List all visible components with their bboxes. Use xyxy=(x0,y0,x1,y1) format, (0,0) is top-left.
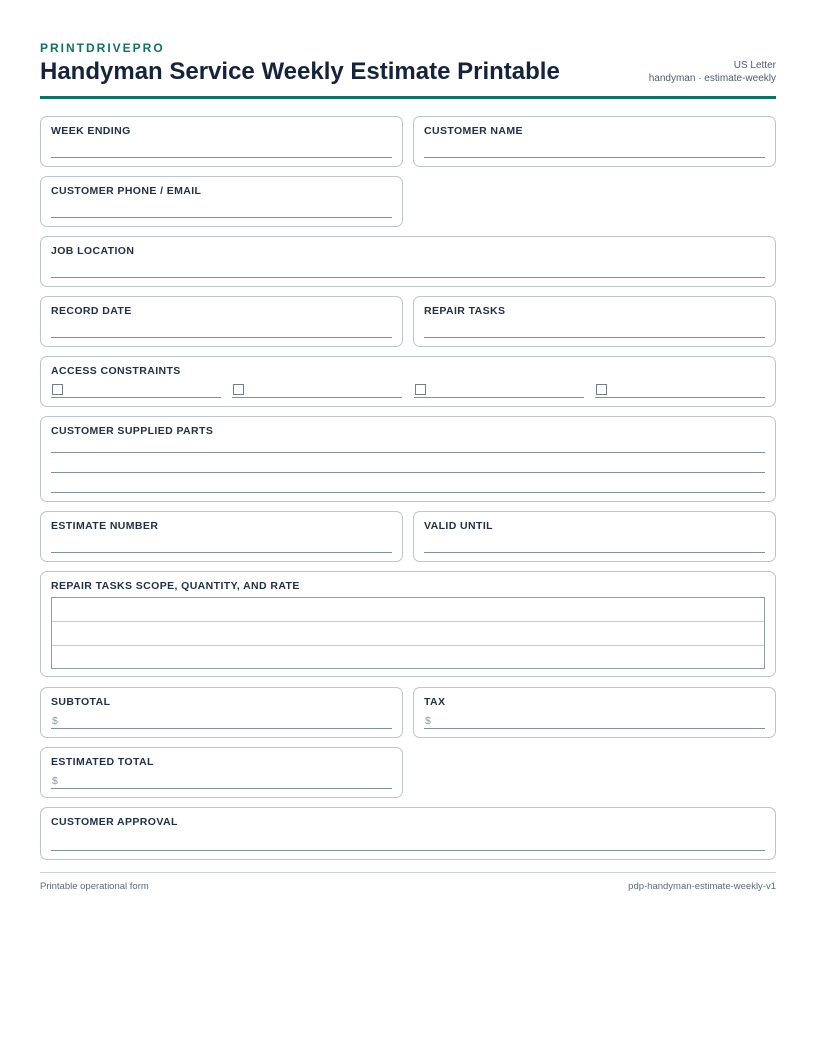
subtotal-field[interactable] xyxy=(51,728,392,729)
estimated-total-label: ESTIMATED TOTAL xyxy=(51,756,154,768)
valid-until-label: VALID UNTIL xyxy=(424,520,493,532)
access-option-4-line[interactable] xyxy=(595,397,765,398)
parts-line-1[interactable] xyxy=(51,452,765,453)
job-location-field[interactable] xyxy=(51,277,765,278)
scope-table-box xyxy=(40,571,776,677)
footer-rule xyxy=(40,872,776,873)
parts-line-3[interactable] xyxy=(51,492,765,493)
access-option-3-line[interactable] xyxy=(414,397,584,398)
customer-contact-field[interactable] xyxy=(51,217,392,218)
parts-line-2[interactable] xyxy=(51,472,765,473)
subtotal-label: SUBTOTAL xyxy=(51,696,111,708)
customer-name-label: CUSTOMER NAME xyxy=(424,125,523,137)
table-row[interactable] xyxy=(52,598,764,622)
customer-approval-box xyxy=(40,807,776,860)
repair-tasks-field[interactable] xyxy=(424,337,765,338)
estimate-number-label: ESTIMATE NUMBER xyxy=(51,520,159,532)
record-date-box xyxy=(40,296,403,347)
access-constraints-box xyxy=(40,356,776,407)
estimated-total-field[interactable] xyxy=(51,788,392,789)
estimated-total-box xyxy=(40,747,403,798)
access-checkbox-2[interactable] xyxy=(233,384,244,395)
tax-currency: $ xyxy=(425,715,431,727)
form-category: handyman · estimate-weekly xyxy=(648,73,776,84)
subtotal-currency: $ xyxy=(52,715,58,727)
tax-field[interactable] xyxy=(424,728,765,729)
repair-tasks-label: REPAIR TASKS xyxy=(424,305,506,317)
page-meta xyxy=(649,59,776,85)
customer-name-field[interactable] xyxy=(424,157,765,158)
week-ending-field[interactable] xyxy=(51,157,392,158)
job-location-box xyxy=(40,236,776,287)
access-option-1-line[interactable] xyxy=(51,397,221,398)
job-location-label: JOB LOCATION xyxy=(51,245,135,257)
scope-table xyxy=(51,597,765,669)
customer-approval-field[interactable] xyxy=(51,850,765,851)
week-ending-box xyxy=(40,116,403,167)
access-constraints-label: ACCESS CONSTRAINTS xyxy=(51,365,181,377)
repair-tasks-box xyxy=(413,296,776,347)
estimate-number-field[interactable] xyxy=(51,552,392,553)
access-checkbox-1[interactable] xyxy=(52,384,63,395)
footer-form-id: pdp-handyman-estimate-weekly-v1 xyxy=(628,881,776,892)
access-checkbox-4[interactable] xyxy=(596,384,607,395)
customer-approval-label: CUSTOMER APPROVAL xyxy=(51,816,178,828)
scope-table-label: REPAIR TASKS SCOPE, QUANTITY, AND RATE xyxy=(51,580,300,592)
customer-contact-box xyxy=(40,176,403,227)
page-title: Handyman Service Weekly Estimate Printable xyxy=(40,58,560,85)
valid-until-box xyxy=(413,511,776,562)
customer-name-box xyxy=(413,116,776,167)
customer-supplied-parts-label: CUSTOMER SUPPLIED PARTS xyxy=(51,425,214,437)
week-ending-label: WEEK ENDING xyxy=(51,125,131,137)
paper-size: US Letter xyxy=(733,60,776,71)
tax-label: TAX xyxy=(424,696,446,708)
customer-supplied-parts-box xyxy=(40,416,776,502)
table-row[interactable] xyxy=(52,646,764,670)
brand-name: PRINTDRIVEPRO xyxy=(40,41,165,55)
tax-box xyxy=(413,687,776,738)
record-date-label: RECORD DATE xyxy=(51,305,132,317)
estimate-number-box xyxy=(40,511,403,562)
header-rule xyxy=(40,96,776,99)
record-date-field[interactable] xyxy=(51,337,392,338)
access-checkbox-3[interactable] xyxy=(415,384,426,395)
valid-until-field[interactable] xyxy=(424,552,765,553)
estimated-total-currency: $ xyxy=(52,775,58,787)
access-option-2-line[interactable] xyxy=(232,397,402,398)
table-row[interactable] xyxy=(52,622,764,646)
footer-description: Printable operational form xyxy=(40,881,149,892)
customer-contact-label: CUSTOMER PHONE / EMAIL xyxy=(51,185,202,197)
subtotal-box xyxy=(40,687,403,738)
